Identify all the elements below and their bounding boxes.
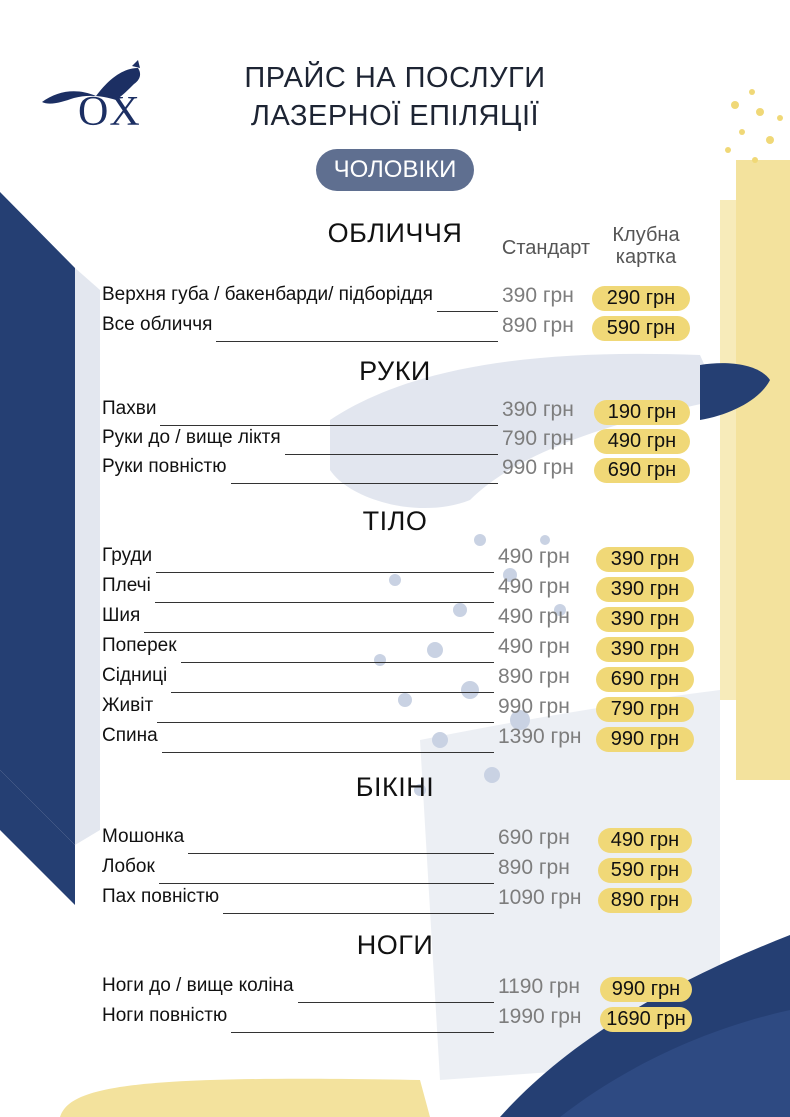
leader-line: [157, 722, 494, 723]
service-name: Плечі: [102, 575, 151, 596]
service-name: Руки повністю: [102, 456, 227, 477]
service-name: Пахви: [102, 398, 157, 419]
service-name: Спина: [102, 725, 158, 746]
category-badge: ЧОЛОВІКИ: [316, 149, 474, 191]
club-price-badge: 690 грн: [594, 458, 690, 483]
service-name: Сідниці: [102, 665, 168, 686]
leader-line: [155, 602, 494, 603]
club-price-badge: 390 грн: [596, 607, 694, 632]
standard-price: 890 грн: [502, 314, 574, 337]
service-name: Ноги повністю: [102, 1005, 228, 1026]
price-row: [102, 826, 702, 856]
leader-line: [298, 1002, 494, 1003]
section-title: НОГИ: [356, 930, 434, 960]
club-price-badge: 390 грн: [596, 637, 694, 662]
price-row: [102, 545, 702, 575]
price-row: [102, 314, 702, 344]
service-name: Пах повністю: [102, 886, 220, 907]
leader-line: [159, 883, 494, 884]
club-price-badge: 490 грн: [598, 828, 692, 853]
standard-price: 790 грн: [502, 427, 574, 450]
service-name: Мошонка: [102, 826, 185, 847]
club-price-badge: 790 грн: [596, 697, 694, 722]
club-price-badge: 390 грн: [596, 547, 694, 572]
club-price-badge: 990 грн: [596, 727, 694, 752]
service-name: Шия: [102, 605, 141, 626]
club-price-badge: 490 грн: [594, 429, 690, 454]
standard-price: 490 грн: [498, 635, 570, 658]
standard-price: 390 грн: [502, 284, 574, 307]
service-name: Верхня губа / бакенбарди/ підборіддя: [102, 284, 433, 305]
page-title-line2: ЛАЗЕРНОЇ ЕПІЛЯЦІЇ: [250, 100, 540, 132]
page-title-line1: ПРАЙС НА ПОСЛУГИ: [244, 62, 546, 94]
price-row: [102, 575, 702, 605]
leader-line: [160, 425, 498, 426]
standard-price: 890 грн: [498, 856, 570, 879]
leader-line: [437, 311, 498, 312]
price-row: [102, 695, 702, 725]
club-price-badge: 290 грн: [592, 286, 690, 311]
logo-text: OX: [78, 89, 141, 135]
yellow-brush-bottom: [60, 1079, 430, 1117]
price-row: [102, 427, 702, 457]
section-title: БІКІНІ: [355, 772, 435, 802]
club-price-badge: 990 грн: [600, 977, 692, 1002]
section-title: ТІЛО: [362, 506, 428, 536]
service-name: Груди: [102, 545, 153, 566]
service-name: Поперек: [102, 635, 177, 656]
club-price-badge: 590 грн: [598, 858, 692, 883]
standard-price: 490 грн: [498, 605, 570, 628]
standard-price: 890 грн: [498, 665, 570, 688]
leader-line: [216, 341, 498, 342]
standard-price: 690 грн: [498, 826, 570, 849]
price-row: [102, 456, 702, 486]
club-price-badge: 390 грн: [596, 577, 694, 602]
price-row: [102, 1005, 702, 1035]
club-price-badge: 590 грн: [592, 316, 690, 341]
section-title: ОБЛИЧЧЯ: [327, 218, 463, 248]
club-price-badge: 1690 грн: [600, 1007, 692, 1032]
club-header-line1: Клубна: [612, 224, 680, 246]
standard-price: 990 грн: [502, 456, 574, 479]
standard-price: 390 грн: [502, 398, 574, 421]
service-name: Ноги до / вище коліна: [102, 975, 294, 996]
club-price-badge: 690 грн: [596, 667, 694, 692]
club-price-badge: 890 грн: [598, 888, 692, 913]
price-row: [102, 725, 702, 755]
standard-price: 1190 грн: [498, 975, 580, 998]
leader-line: [231, 483, 499, 484]
standard-price: 990 грн: [498, 695, 570, 718]
price-row: [102, 665, 702, 695]
price-row: [102, 975, 702, 1005]
leader-line: [188, 853, 494, 854]
price-row: [102, 886, 702, 916]
standard-price: 490 грн: [498, 545, 570, 568]
service-name: Все обличчя: [102, 314, 213, 335]
service-name: Живіт: [102, 695, 154, 716]
club-price-badge: 190 грн: [594, 400, 690, 425]
gray-left-stripe: [75, 268, 100, 845]
service-name: Руки до / вище ліктя: [102, 427, 281, 448]
price-row: [102, 398, 702, 428]
leader-line: [156, 572, 494, 573]
price-row: [102, 284, 702, 314]
standard-price: 490 грн: [498, 575, 570, 598]
leader-line: [162, 752, 494, 753]
price-row: [102, 635, 702, 665]
leader-line: [223, 913, 494, 914]
section-title: РУКИ: [359, 356, 431, 386]
standard-column-header: Стандарт: [501, 237, 591, 259]
leader-line: [231, 1032, 494, 1033]
standard-price: 1390 грн: [498, 725, 582, 748]
standard-price: 1990 грн: [498, 1005, 582, 1028]
leader-line: [171, 692, 494, 693]
club-header-line2: картка: [615, 246, 677, 268]
price-row: [102, 856, 702, 886]
leader-line: [285, 454, 498, 455]
price-row: [102, 605, 702, 635]
leader-line: [144, 632, 494, 633]
service-name: Лобок: [102, 856, 155, 877]
leader-line: [181, 662, 494, 663]
standard-price: 1090 грн: [498, 886, 582, 909]
